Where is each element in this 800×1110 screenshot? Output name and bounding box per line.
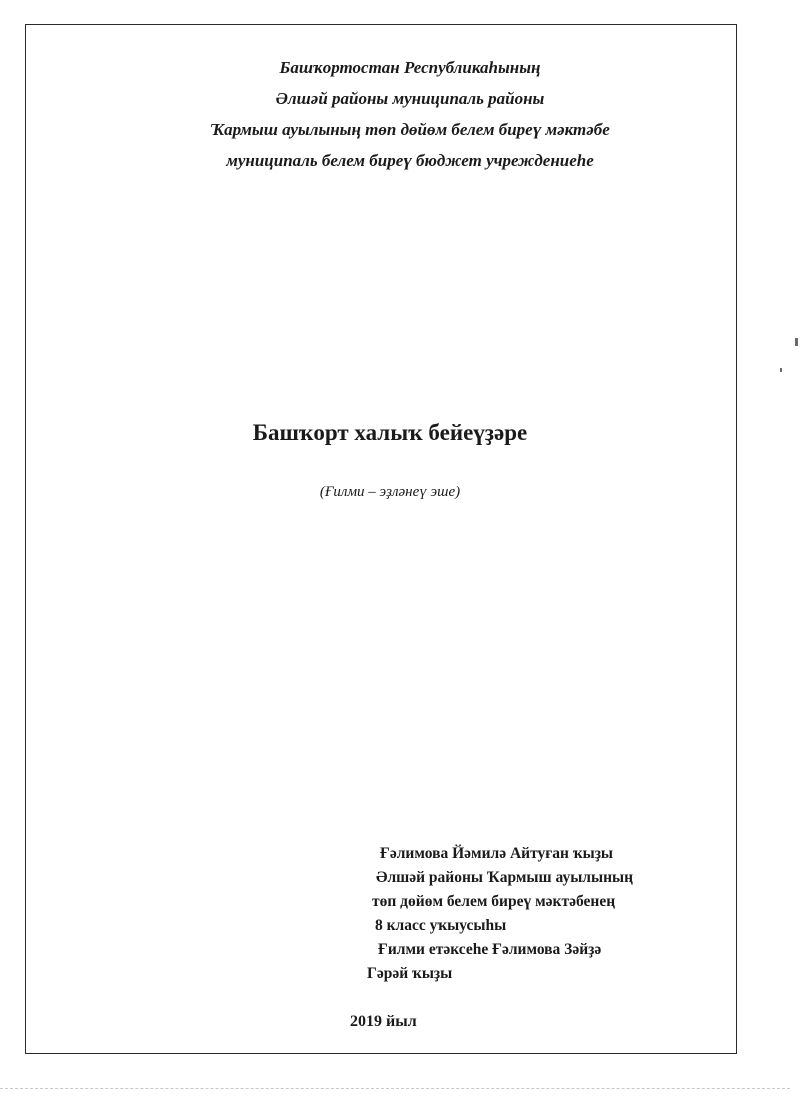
scan-speck	[795, 338, 798, 346]
author-grade: 8 класс уҡыусыһы	[375, 917, 507, 934]
author-name: Ғәлимова Йәмилә Айтуған ҡыҙы	[380, 845, 614, 862]
scan-speck	[780, 368, 782, 372]
author-district: Әлшәй районы Ҡармыш ауылының	[376, 869, 634, 886]
supervisor-name: Ғилми етәксеһе Ғәлимова Зәйҙә	[378, 941, 602, 958]
header-line-republic: Башҡортостан Республикаһының	[279, 58, 541, 77]
document-title: Башҡорт халыҡ бейеүҙәре	[252, 420, 528, 445]
header-line-institution-type: муниципаль белем биреү бюджет учреждениеһе	[226, 151, 594, 170]
author-school: төп дөйөм белем биреү мәктәбенең	[372, 893, 616, 910]
scan-edge-line	[0, 1088, 790, 1089]
header-line-school: Ҡармыш ауылының төп дөйөм белем биреү мәктәбе	[210, 120, 610, 139]
document-year: 2019 йыл	[350, 1013, 417, 1030]
document-subtitle: (Ғилми – эҙләнеү эше)	[319, 484, 461, 500]
institution-header	[25, 52, 795, 176]
author-block	[367, 842, 712, 986]
header-line-district: Әлшәй районы муниципаль районы	[275, 89, 545, 108]
supervisor-patronymic: Гәрәй ҡыҙы	[367, 965, 453, 982]
